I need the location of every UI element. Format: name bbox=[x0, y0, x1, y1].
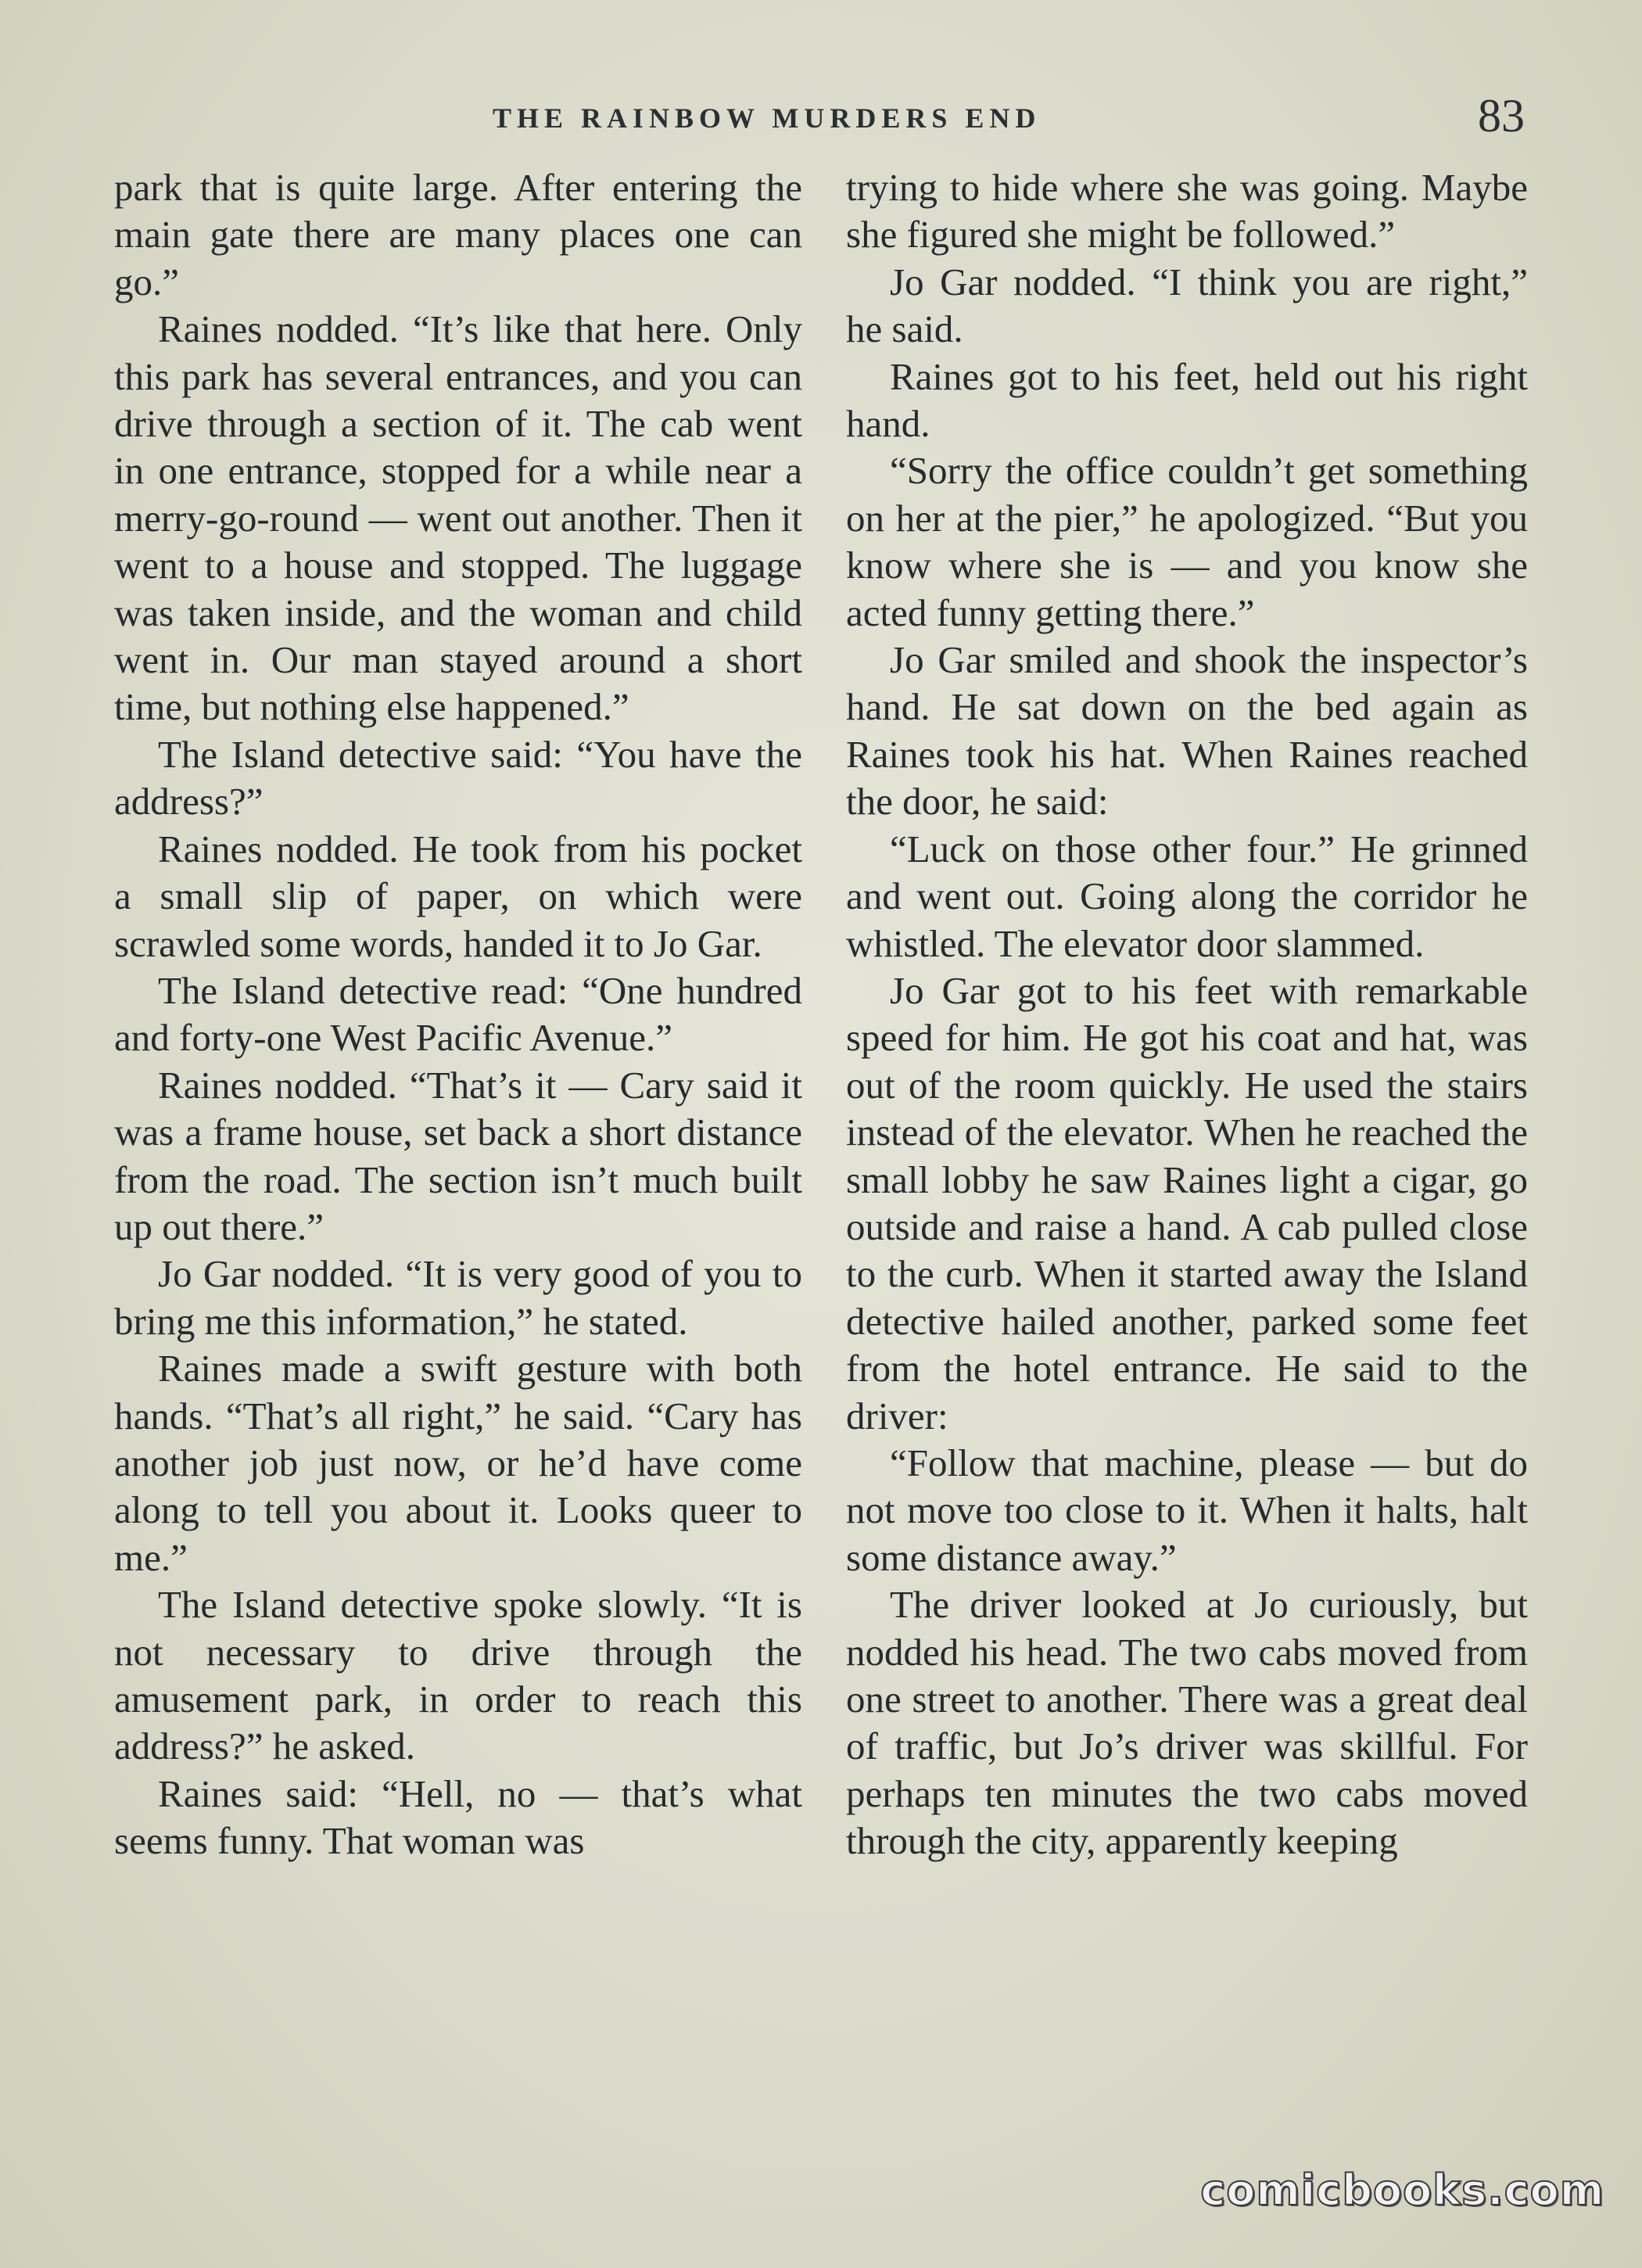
paragraph: “Follow that machine, please — but do not move too close to it. When it halts, halt some distance away.” bbox=[846, 1441, 1528, 1579]
paragraph: Raines nodded. He took from his pocket a small slip of paper, on which were scrawled some words, handed it to Jo Gar. bbox=[114, 827, 802, 965]
paragraph: “Luck on those other four.” He grinned and went out. Going along the corridor he whistled. The elevator door slammed. bbox=[846, 827, 1528, 965]
right-text-column bbox=[846, 164, 1528, 1865]
watermark: comicbooks.com bbox=[1200, 2166, 1604, 2215]
paragraph: Raines said: “Hell, no — that’s what seems funny. That woman was bbox=[114, 1771, 802, 1863]
paragraph: Raines got to his feet, held out his right hand. bbox=[846, 354, 1528, 446]
running-title: THE RAINBOW MURDERS END bbox=[493, 102, 1041, 134]
paragraph: The Island detective spoke slowly. “It is not necessary to drive through the amusement park, in order to reach this address?” he asked. bbox=[114, 1583, 802, 1768]
paragraph: Jo Gar nodded. “I think you are right,” he said. bbox=[846, 260, 1528, 351]
paragraph: Raines made a swift gesture with both hands. “That’s all right,” he said. “Cary has another job just now, or he’d have come along to tell you about it. Looks queer to me.” bbox=[114, 1347, 802, 1579]
paragraph: Jo Gar nodded. “It is very good of you to bring me this information,” he stated. bbox=[114, 1252, 802, 1343]
paragraph: Raines nodded. “It’s like that here. Only this park has several entrances, and you can drive through a section of it. The cab went in one entrance, stopped for a while near a merry-go-round — went out another. Then it went to a house and stopped. The luggage was taken inside, and the woman and child went in. Our man stayed around a short time, but nothing else happened.” bbox=[114, 307, 802, 729]
paragraph: Jo Gar smiled and shook the inspector’s hand. He sat down on the bed again as Raines took his hat. When Raines reached the door, he said: bbox=[846, 638, 1528, 824]
paragraph: Jo Gar got to his feet with remarkable speed for him. He got his coat and hat, was out of the room quickly. He used the stairs instead of the elevator. When he reached the small lobby he saw Raines light a cigar, go outside and raise a hand. A cab pulled close to the curb. When it started away the Island detective hailed another, parked some feet from the hotel entrance. He said to the driver: bbox=[846, 968, 1528, 1437]
page-number: 83 bbox=[1478, 90, 1525, 142]
left-text-column bbox=[114, 164, 802, 1865]
paragraph: Raines nodded. “That’s it — Cary said it was a frame house, set back a short distance from the road. The section isn’t much built up out there.” bbox=[114, 1063, 802, 1248]
paragraph: The driver looked at Jo curiously, but nodded his head. The two cabs moved from one street to another. There was a great deal of traffic, but Jo’s driver was skillful. For perhaps ten minutes the two cabs moved through the city, apparently keeping bbox=[846, 1583, 1528, 1863]
paragraph: The Island detective read: “One hundred and forty-one West Pacific Avenue.” bbox=[114, 968, 802, 1060]
paragraph: trying to hide where she was going. Maybe she figured she might be followed.” bbox=[846, 166, 1528, 257]
page-header bbox=[0, 92, 1642, 147]
paragraph: “Sorry the office couldn’t get something on her at the pier,” he apologized. “But you know where she is — and you know she acted funny getting there.” bbox=[846, 449, 1528, 634]
paragraph: park that is quite large. After entering the main gate there are many places one can go.” bbox=[114, 166, 802, 303]
paragraph: The Island detective said: “You have the address?” bbox=[114, 732, 802, 824]
